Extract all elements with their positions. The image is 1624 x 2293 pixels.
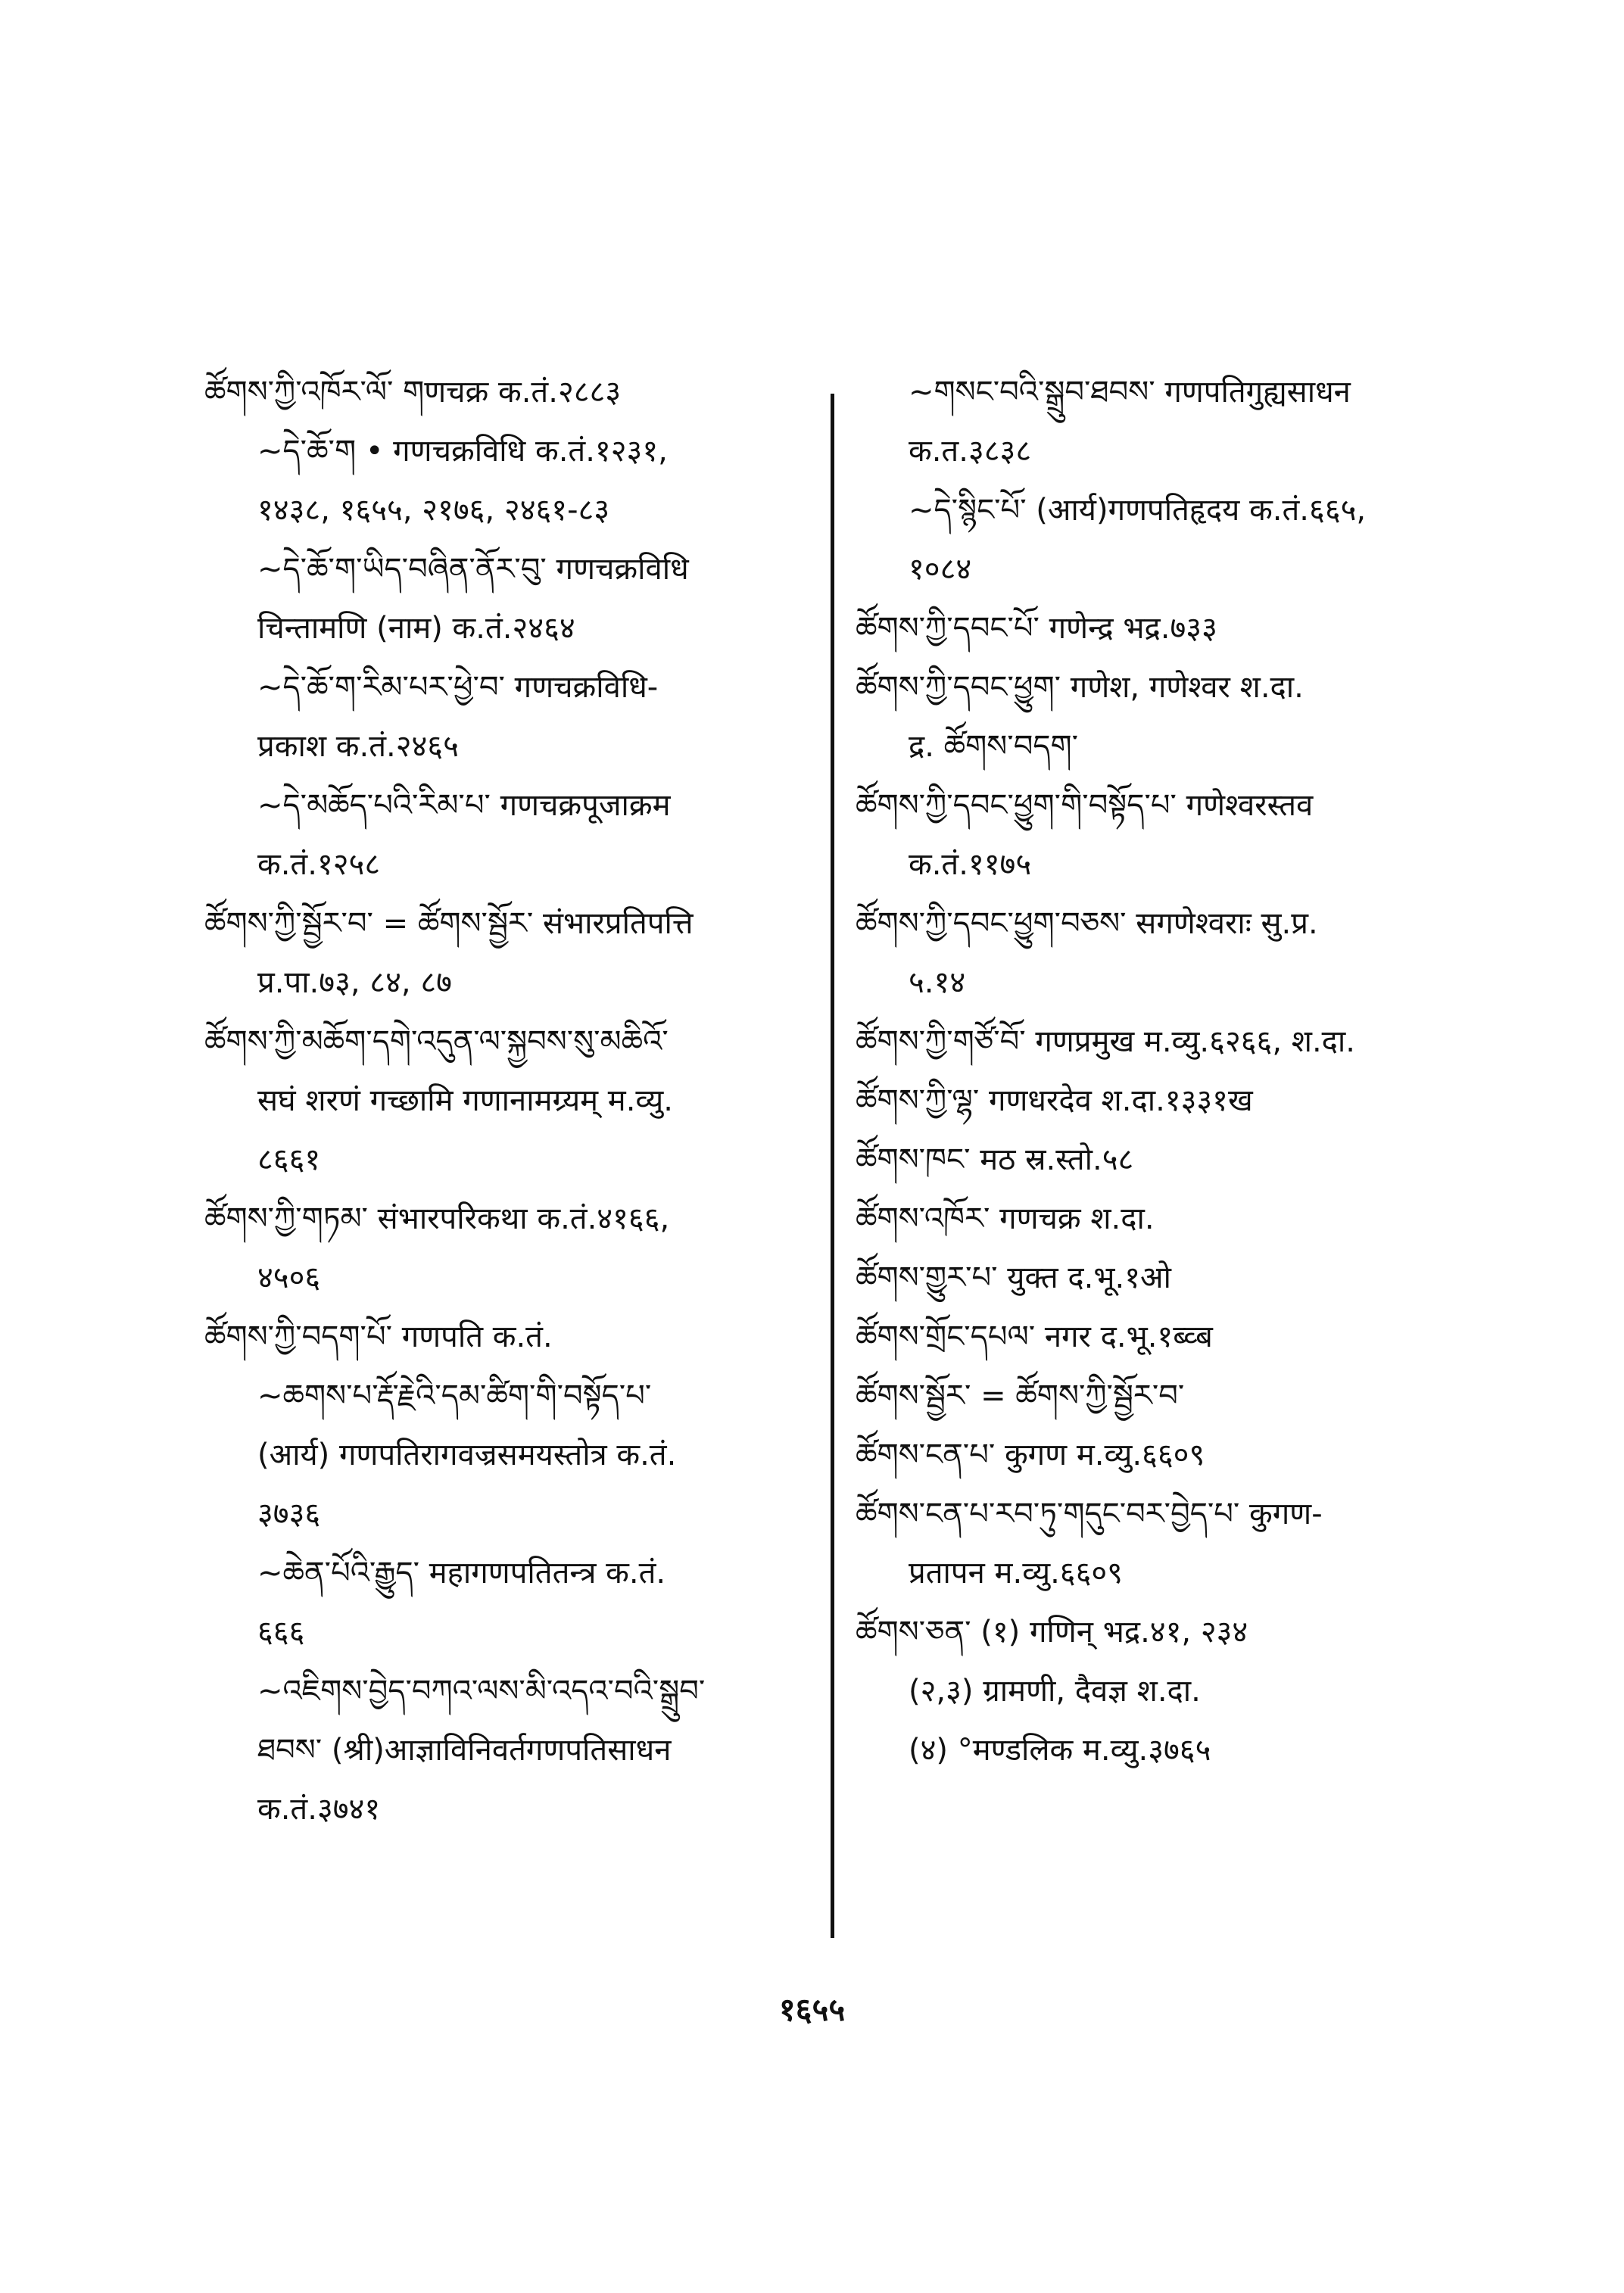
dictionary-line: ཚོགས་ཀྱི་འཁོར་ལོ་ གणचक्र क.तं.२८८३ [204,375,622,410]
dictionary-line: प्रतापन म.व्यु.६६०९ [909,1556,1123,1590]
dictionary-line: ~ཆེན་པོའི་རྒྱུད་ महागणपतितन्त्र क.तं. [257,1556,666,1590]
dictionary-line: १४३८, १६५५, २१७६, २४६१-८३ [257,493,610,528]
dictionary-line: ཚོགས་ཀྱི་སྦྱོར་བ་ = ཚོགས་སྦྱོར་ संभारप्रतिपत्ति [204,906,694,941]
dictionary-line: ཚོགས་ངན་པ་ कुगण म.व्यु.६६०९ [856,1438,1205,1472]
dictionary-line: ३७३६ [257,1497,321,1531]
dictionary-line: ८६६१ [257,1142,321,1177]
dictionary-line: ~དེ་སྙིང་པོ་ (आर्य)गणपतिहृदय क.तं.६६५, [909,493,1367,528]
dictionary-line: ཚོགས་གྲོང་དཔལ་ नगर द.भू.१ब्व्ब [856,1319,1213,1354]
dictionary-line: ཚོགས་ཀྱི་དབང་པོ་ गणेन्द्र भद्र.७३३ [856,611,1217,646]
dictionary-line: ~དེ་ཆོ་ག • गणचक्रविधि क.तं.१२३१, [257,434,668,469]
dictionary-line: ཚོགས་ཀྱི་མཆོག་དགེ་འདུན་ལ་སྐྱབས་སུ་མཆིའོ་ [204,1024,669,1059]
dictionary-line: प्र.पा.७३, ८४, ८७ [257,965,452,1000]
dictionary-line: ཚོགས་འཁོར་ गणचक्र श.दा. [856,1201,1155,1236]
dictionary-line: प्रकाश क.तं.२४६५ [257,729,459,764]
column-divider [831,394,834,1938]
dictionary-line: (२,३) ग्रामणी, दैवज्ञ श.दा. [909,1674,1201,1709]
dictionary-line: ཚོགས་སྦྱོར་ = ཚོགས་ཀྱི་སྦྱོར་བ་ [856,1379,1185,1413]
dictionary-line: ཚོགས་ཀྱི་གཏམ་ संभारपरिकथा क.तं.४१६६, [204,1201,670,1236]
dictionary-line: चिन्तामणि (नाम) क.तं.२४६४ [257,611,575,646]
dictionary-line: ~གསང་བའི་སྒྲུབ་ཐབས་ गणपतिगुह्यसाधन [909,375,1351,410]
dictionary-line: द्र. ཚོགས་བདག་ [909,729,1079,764]
dictionary-line: ~འཇིགས་བྱེད་བཀའ་ལས་མི་འདའ་བའི་སྒྲུབ་ [257,1674,706,1709]
dictionary-line: सघं शरणं गच्छामि गणानामग्र्यम् म.व्यु. [257,1083,674,1118]
dictionary-line: क.तं.१२५८ [257,847,381,882]
dictionary-line: क.त.३८३८ [909,434,1032,469]
dictionary-line: क.तं.११७५ [909,847,1032,882]
dictionary-line: ~དེ་ཆོ་ག་རིམ་པར་ཕྱེ་བ་ गणचक्रविधि- [257,670,659,705]
dictionary-line: ཚོགས་ཀྱི་དབང་ཕྱུག་བཅས་ सगणेश्वराः सु.प्र. [856,906,1318,941]
dictionary-line: ཚོགས་ཅན་ (१) गणिन् भद्र.४१, २३४ [856,1615,1248,1650]
dictionary-line: ཚོགས་ཀྱི་གཙོ་བོ་ गणप्रमुख म.व्यु.६२६६, श.दा. [856,1024,1355,1059]
dictionary-line: (आर्य) गणपतिरागवज्रसमयस्तोत्र क.तं. [257,1438,677,1472]
dictionary-line: ཚོགས་གྱུར་པ་ युक्त द.भू.१ओ [856,1260,1171,1295]
left-column [204,371,810,1847]
dictionary-line: ~དེ་ཆོ་ག་ཡིད་བཞིན་ནོར་བུ་ गणचक्रविधि [257,552,689,587]
dictionary-line: क.तं.३७४१ [257,1792,381,1827]
page-number: १६५५ [778,1991,846,2028]
dictionary-line: (४) °मण्डलिक म.व्यु.३७६५ [909,1733,1211,1768]
dictionary-line: ~དེ་མཆོད་པའི་རིམ་པ་ गणचक्रपूजाक्रम [257,788,671,823]
dictionary-line: ६६६ [257,1615,305,1650]
dictionary-line: ཚོགས་ཀྱི་དབང་ཕྱུག་ गणेश, गणेश्वर श.दा. [856,670,1304,705]
dictionary-line: ཚོགས་ཀྱི་ལྷ་ गणधरदेव श.दा.१३३१ख [856,1083,1253,1118]
dictionary-line: ४५०६ [257,1260,321,1295]
dictionary-line: १०८४ [909,552,972,587]
dictionary-line: ཚོགས་ཀྱི་དབང་ཕྱུག་གི་བསྟོད་པ་ गणेश्वरस्तव [856,788,1314,823]
dictionary-line: ཚོགས་ངན་པ་རབ་ཏུ་གདུང་བར་བྱེད་པ་ कुगण- [856,1497,1323,1531]
dictionary-line: ཚོགས་ཁང་ मठ स्र.स्तो.५८ [856,1142,1134,1177]
dictionary-line: ५.१४ [909,965,966,1000]
dictionary-line: ~ཆགས་པ་རྡོ་རྗེའི་དམ་ཚིག་གི་བསྟོད་པ་ [257,1379,652,1413]
right-column [856,371,1461,1788]
dictionary-line: ཚོགས་ཀྱི་བདག་པོ་ गणपति क.तं. [204,1319,553,1354]
dictionary-line: ཐབས་ (श्री)आज्ञाविनिवर्तगणपतिसाधन [257,1733,672,1768]
